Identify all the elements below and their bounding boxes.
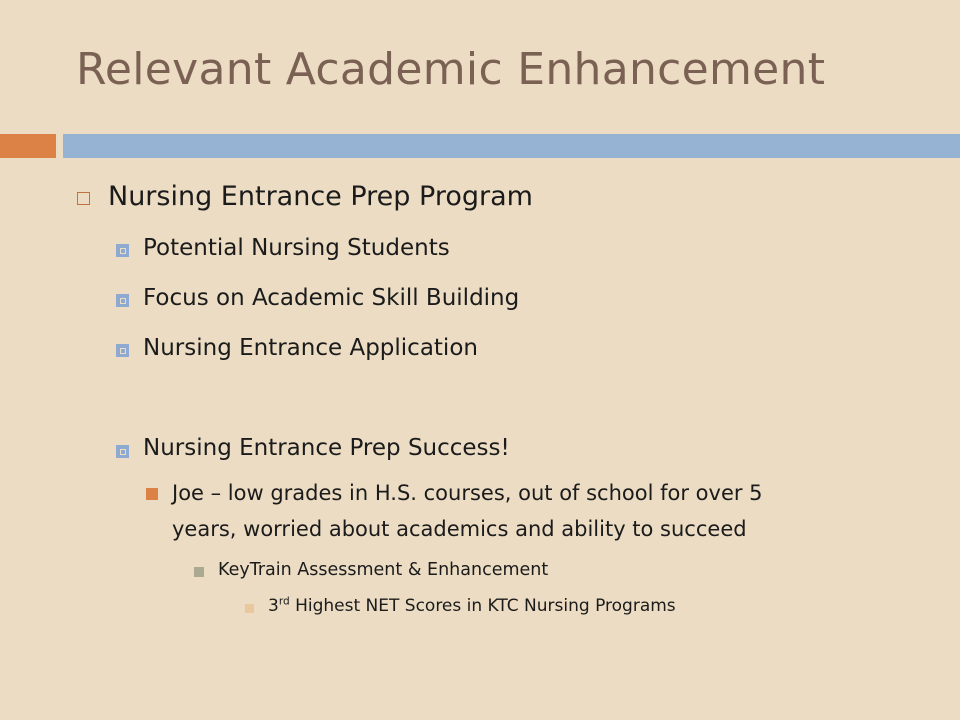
main-bullet-text: Nursing Entrance Prep Program: [108, 181, 533, 212]
hollow-square-bullet-icon: [77, 192, 90, 205]
joe-story-line-2: years, worried about academics and ability to succeed: [172, 517, 747, 541]
net-scores-bullet-text: [268, 596, 676, 616]
title-accent-bar-blue: [63, 134, 960, 158]
sub-bullet-skill-building: Focus on Academic Skill Building: [143, 285, 520, 311]
title-accent-bar-orange: [0, 134, 56, 158]
joe-story-line-1: Joe – low grades in H.S. courses, out of school for over 5: [172, 481, 763, 505]
blue-square-bullet-icon: [116, 244, 129, 257]
sub-bullet-entrance-application: Nursing Entrance Application: [143, 335, 478, 361]
sub-bullet-prep-success: Nursing Entrance Prep Success!: [143, 435, 510, 461]
orange-square-bullet-icon: [146, 488, 158, 500]
blue-square-bullet-icon: [116, 344, 129, 357]
sub-bullet-potential-students: Potential Nursing Students: [143, 235, 450, 261]
blue-square-bullet-icon: [116, 445, 129, 458]
gray-square-bullet-icon: [194, 567, 204, 577]
net-rank-number: 3: [268, 596, 279, 616]
blue-square-bullet-icon: [116, 294, 129, 307]
yellow-square-bullet-icon: [245, 604, 254, 613]
slide-title: Relevant Academic Enhancement: [76, 44, 826, 95]
keytrain-bullet-text: KeyTrain Assessment & Enhancement: [218, 560, 549, 580]
net-rank-suffix: rd: [278, 595, 290, 608]
net-scores-text: Highest NET Scores in KTC Nursing Programs: [289, 596, 676, 616]
